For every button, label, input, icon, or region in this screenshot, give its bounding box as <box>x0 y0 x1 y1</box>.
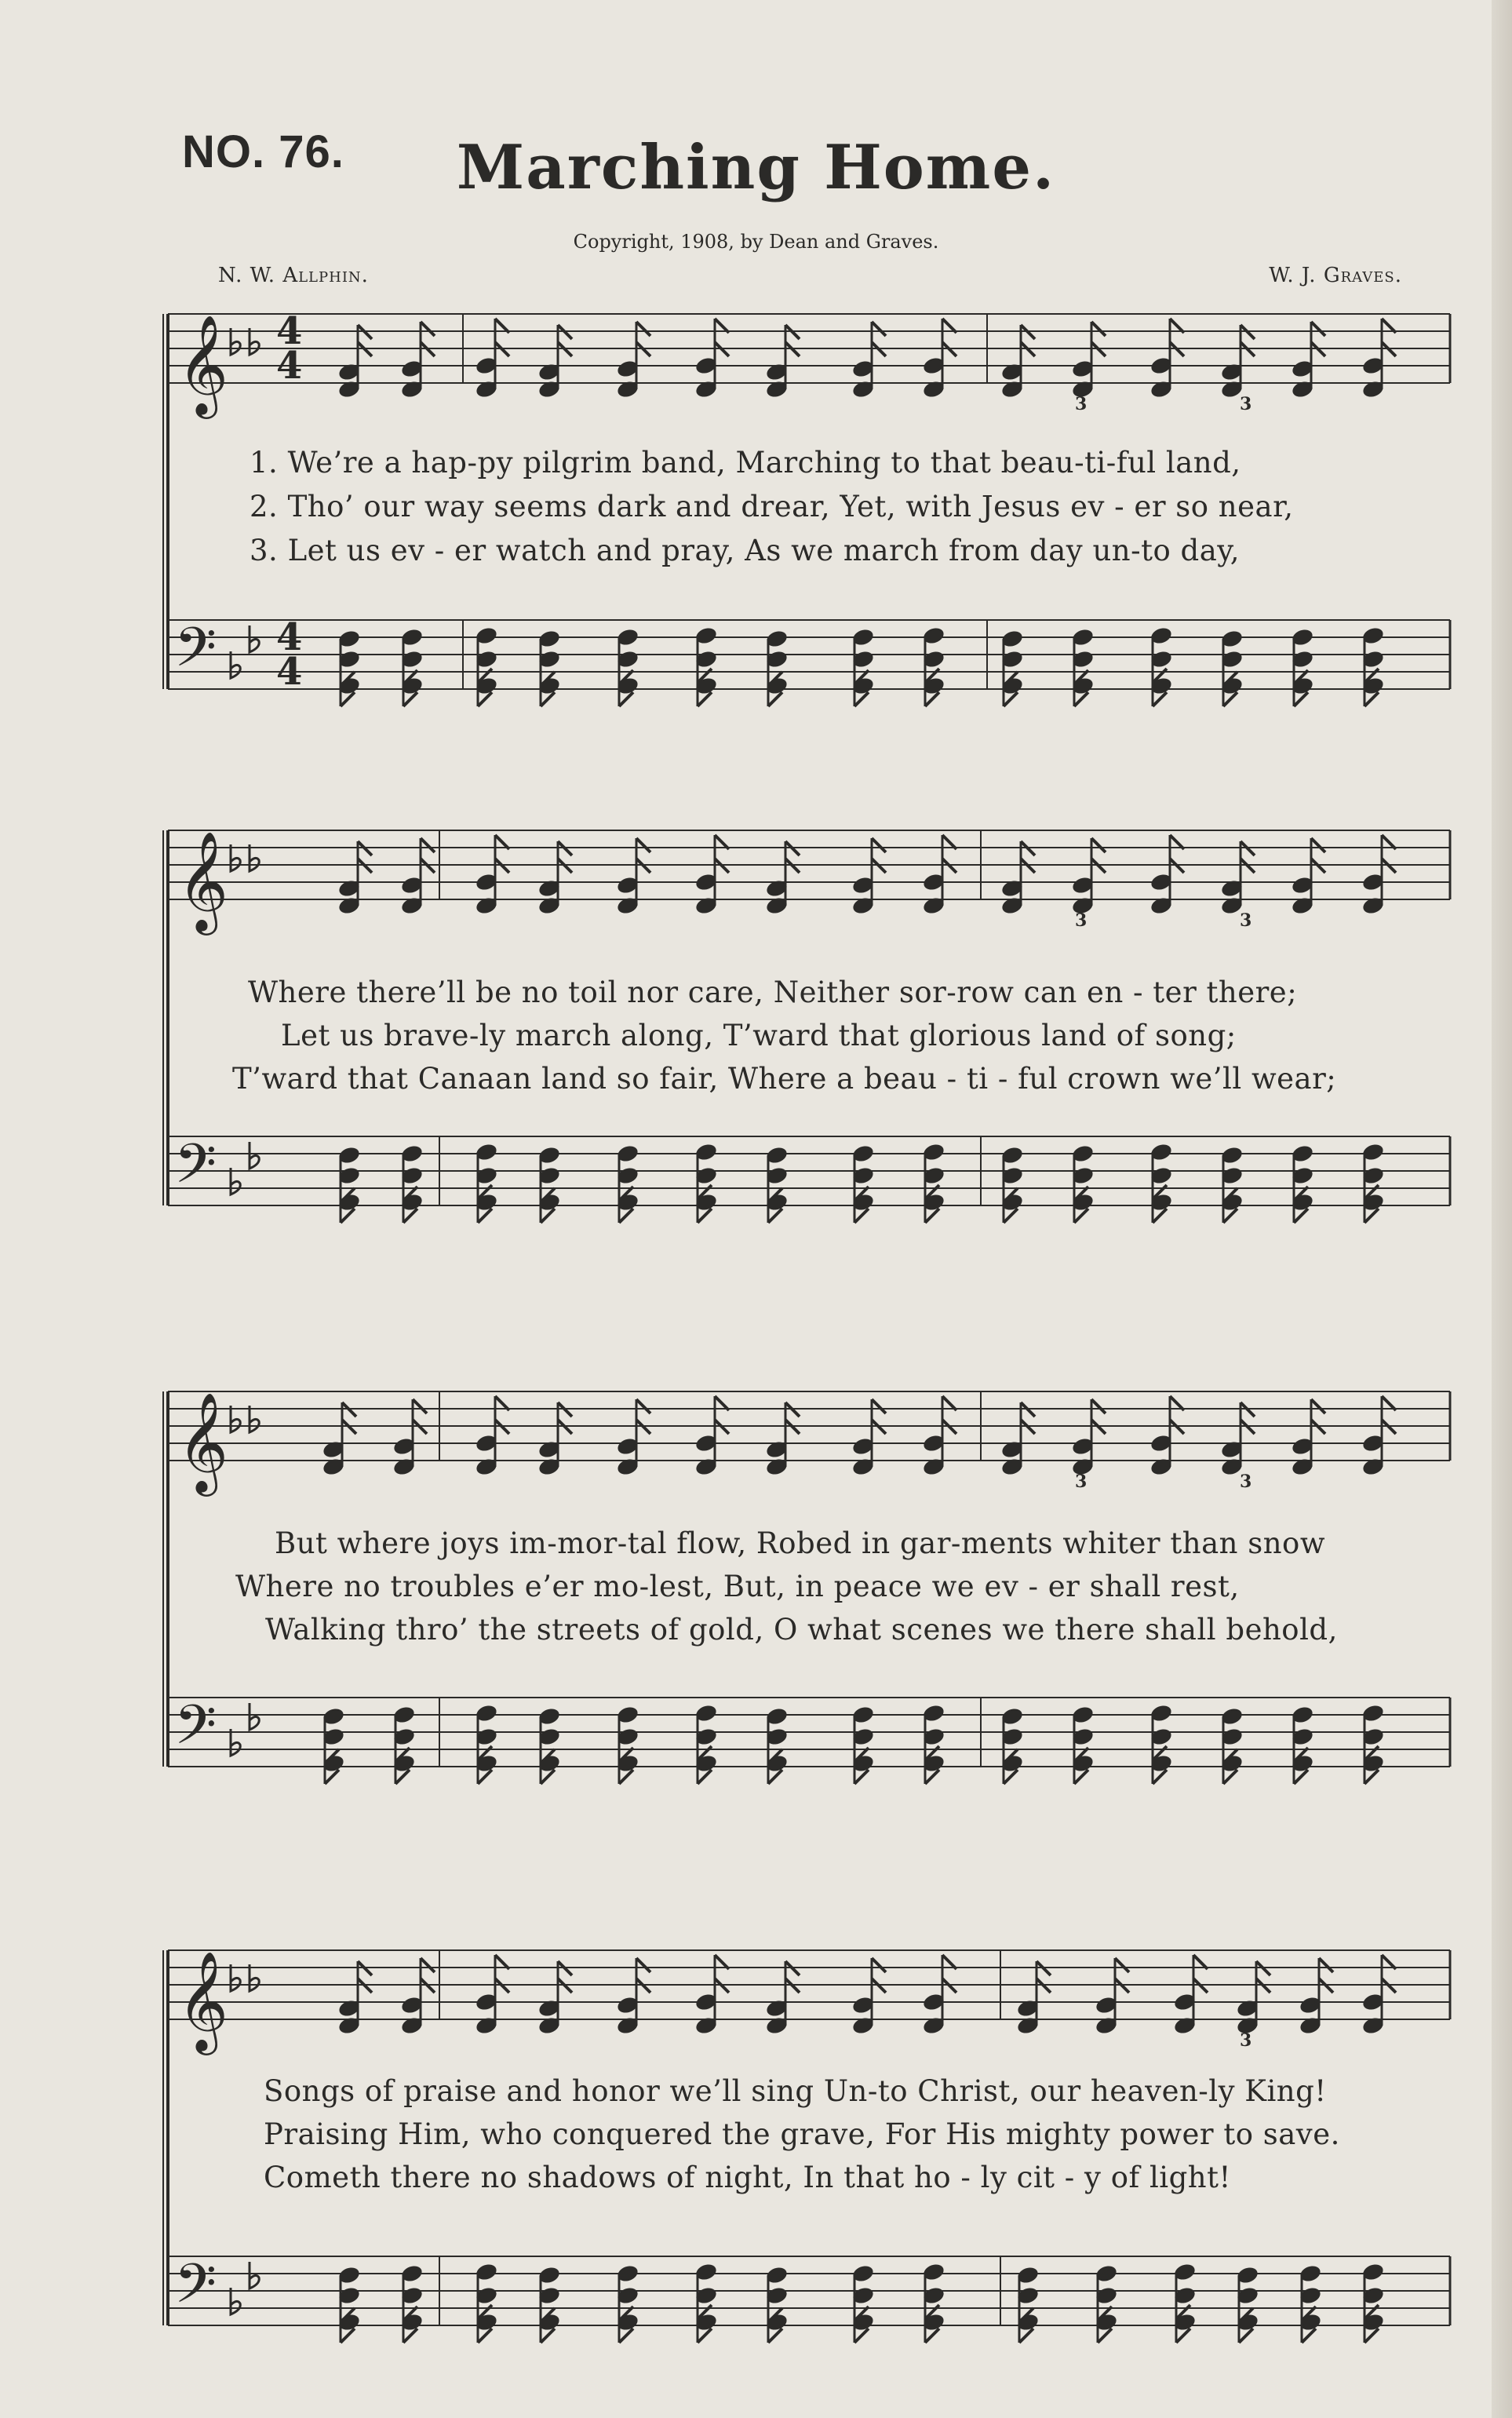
treble-note-flag <box>636 1399 650 1413</box>
flat-icon <box>231 328 240 355</box>
flat-icon <box>231 844 240 871</box>
triplet-mark: 3 <box>1075 1472 1088 1492</box>
bass-chord-note-flag <box>925 1209 939 1223</box>
bass-chord-note-flag <box>925 1770 939 1784</box>
bass-chord-note-flag <box>619 2329 633 2343</box>
bass-chord-note-flag <box>341 2329 355 2343</box>
bass-chord-note-flag <box>403 1209 417 1223</box>
bass-chord-note-flag <box>854 692 869 706</box>
treble-note-flag <box>1091 1399 1106 1413</box>
treble-note-flag <box>1311 322 1325 336</box>
bass-chord-note-flag <box>768 1209 782 1223</box>
bass-chord-note-flag <box>854 1770 869 1784</box>
triplet-mark: 3 <box>1240 1472 1252 1492</box>
composer: W. J. Graves. <box>1269 264 1402 287</box>
treble-note-flag <box>421 1958 435 1972</box>
bass-chord-note-flag <box>325 1770 339 1784</box>
treble-note-flag <box>421 838 435 852</box>
treble-note-flag <box>872 838 886 852</box>
treble-clef-icon: 𝄞 <box>177 830 229 931</box>
bass-chord-note-flag <box>1364 692 1379 706</box>
lyric-line: 3. Let us ev - er watch and pray, As we march from day un-to day, <box>250 534 1241 567</box>
triplet-mark: 3 <box>1240 2030 1252 2051</box>
flat-icon <box>250 328 259 355</box>
bass-chord-note-flag <box>698 692 712 706</box>
bass-chord-note-flag <box>1364 1209 1379 1223</box>
bass-chord-note-flag <box>854 1209 869 1223</box>
bass-chord-note-flag <box>1223 1209 1237 1223</box>
time-signature: 4 <box>276 650 303 694</box>
treble-note-flag <box>872 322 886 336</box>
treble-clef-icon: 𝄞 <box>177 314 229 414</box>
bass-chord-note-flag <box>619 1209 633 1223</box>
lyric-line: Where no troubles e’er mo-lest, But, in peace we ev - er shall rest, <box>235 1570 1240 1603</box>
bass-chord-note-flag <box>341 1209 355 1223</box>
treble-note-flag <box>1091 838 1106 852</box>
time-signature: 4 <box>276 615 303 659</box>
flat-icon <box>231 651 240 678</box>
time-signature: 4 <box>276 309 303 353</box>
bass-chord-note-flag <box>1098 2329 1112 2343</box>
bass-chord-note-flag <box>541 1209 555 1223</box>
bass-clef-icon: 𝄢 <box>174 1132 217 1209</box>
flat-icon <box>250 1703 259 1730</box>
bass-chord-note-flag <box>1223 692 1237 706</box>
bass-chord-note-flag <box>698 2329 712 2343</box>
lyric-line: 2. Tho’ our way seems dark and drear, Yet, with Jesus ev - er so near, <box>250 490 1294 523</box>
treble-note-flag <box>1115 1958 1129 1972</box>
bass-clef-icon: 𝄢 <box>174 2252 217 2329</box>
bass-chord-note-flag <box>478 1209 492 1223</box>
bass-chord-note-flag <box>1074 1770 1088 1784</box>
flat-icon <box>250 844 259 871</box>
page-edge <box>1492 0 1512 2418</box>
lyric-line: Let us brave-ly march along, T’ward that glorious land of song; <box>281 1019 1237 1052</box>
bass-chord-note-flag <box>1153 692 1167 706</box>
lyric-line: Praising Him, who conquered the grave, For His mighty power to save. <box>264 2117 1340 2151</box>
bass-chord-note-flag <box>1239 2329 1253 2343</box>
flat-icon <box>231 1964 240 1991</box>
bass-chord-note-flag <box>1004 1770 1018 1784</box>
bass-chord-note-flag <box>395 1770 410 1784</box>
bass-chord-note-flag <box>925 692 939 706</box>
treble-clef-icon: 𝄞 <box>177 1950 229 2051</box>
bass-chord-note-flag <box>403 692 417 706</box>
treble-note-flag <box>1311 1399 1325 1413</box>
bass-chord-note-flag <box>1074 1209 1088 1223</box>
treble-clef-icon: 𝄞 <box>177 1391 229 1492</box>
bass-chord-note-flag <box>768 692 782 706</box>
copyright-notice: Copyright, 1908, by Dean and Graves. <box>573 231 939 253</box>
bass-chord-note-flag <box>1223 1770 1237 1784</box>
flat-icon <box>250 625 259 652</box>
lyricist: N. W. Allphin. <box>218 264 369 287</box>
bass-chord-note-flag <box>478 1770 492 1784</box>
treble-note-flag <box>1091 322 1106 336</box>
bass-chord-note-flag <box>1176 2329 1190 2343</box>
time-signature: 4 <box>276 344 303 388</box>
bass-chord-note-flag <box>1294 692 1308 706</box>
treble-note-flag <box>872 1399 886 1413</box>
bass-chord-note-flag <box>698 1209 712 1223</box>
bass-chord-note-flag <box>1364 1770 1379 1784</box>
bass-chord-note-flag <box>341 692 355 706</box>
bass-chord-note-flag <box>1294 1209 1308 1223</box>
flat-icon <box>250 1142 259 1169</box>
lyric-line: 1. We’re a hap-py pilgrim band, Marching to that beau-ti-ful land, <box>250 446 1241 480</box>
triplet-mark: 3 <box>1240 910 1252 931</box>
flat-icon <box>231 1729 240 1756</box>
bass-chord-note-flag <box>619 1770 633 1784</box>
bass-chord-note-flag <box>478 692 492 706</box>
bass-chord-note-flag <box>1364 2329 1379 2343</box>
bass-chord-note-flag <box>698 1770 712 1784</box>
bass-chord-note-flag <box>1302 2329 1316 2343</box>
lyric-line: Walking thro’ the streets of gold, O what scenes we there shall behold, <box>265 1613 1338 1647</box>
treble-note-flag <box>413 1399 427 1413</box>
bass-chord-note-flag <box>619 692 633 706</box>
treble-note-flag <box>1319 1958 1333 1972</box>
lyric-line: Where there’ll be no toil nor care, Neither sor-row can en - ter there; <box>248 976 1298 1009</box>
treble-note-flag <box>1311 838 1325 852</box>
flat-icon <box>231 1168 240 1194</box>
bass-chord-note-flag <box>1294 1770 1308 1784</box>
triplet-mark: 3 <box>1075 910 1088 931</box>
treble-note-flag <box>636 838 650 852</box>
bass-chord-note-flag <box>1153 1770 1167 1784</box>
triplet-mark: 3 <box>1075 394 1088 414</box>
treble-note-flag <box>421 322 435 336</box>
bass-clef-icon: 𝄢 <box>174 1693 217 1770</box>
lyric-line: Songs of praise and honor we’ll sing Un-to Christ, our heaven-ly King! <box>264 2074 1327 2108</box>
flat-icon <box>231 1406 240 1432</box>
bass-chord-note-flag <box>541 1770 555 1784</box>
bass-chord-note-flag <box>925 2329 939 2343</box>
lyric-line: T’ward that Canaan land so fair, Where a beau - ti - ful crown we’ll wear; <box>232 1062 1337 1096</box>
hymn-title: Marching Home. <box>456 132 1056 203</box>
bass-chord-note-flag <box>768 1770 782 1784</box>
treble-note-flag <box>636 1958 650 1972</box>
triplet-mark: 3 <box>1240 394 1252 414</box>
flat-icon <box>250 1964 259 1991</box>
bass-chord-note-flag <box>1019 2329 1033 2343</box>
lyric-line: Cometh there no shadows of night, In that ho - ly cit - y of light! <box>264 2161 1231 2194</box>
flat-icon <box>250 1406 259 1432</box>
lyric-line: But where joys im-mor-tal flow, Robed in gar-ments whiter than snow <box>275 1526 1325 1560</box>
bass-chord-note-flag <box>1153 1209 1167 1223</box>
treble-note-flag <box>636 322 650 336</box>
bass-chord-note-flag <box>1004 1209 1018 1223</box>
flat-icon <box>231 2288 240 2314</box>
bass-chord-note-flag <box>541 2329 555 2343</box>
treble-note-flag <box>872 1958 886 1972</box>
bass-chord-note-flag <box>478 2329 492 2343</box>
hymn-number: NO. 76. <box>182 126 344 177</box>
bass-chord-note-flag <box>1004 692 1018 706</box>
bass-chord-note-flag <box>1074 692 1088 706</box>
bass-chord-note-flag <box>541 692 555 706</box>
bass-chord-note-flag <box>854 2329 869 2343</box>
flat-icon <box>250 2262 259 2289</box>
bass-chord-note-flag <box>768 2329 782 2343</box>
bass-chord-note-flag <box>403 2329 417 2343</box>
bass-clef-icon: 𝄢 <box>174 615 217 692</box>
